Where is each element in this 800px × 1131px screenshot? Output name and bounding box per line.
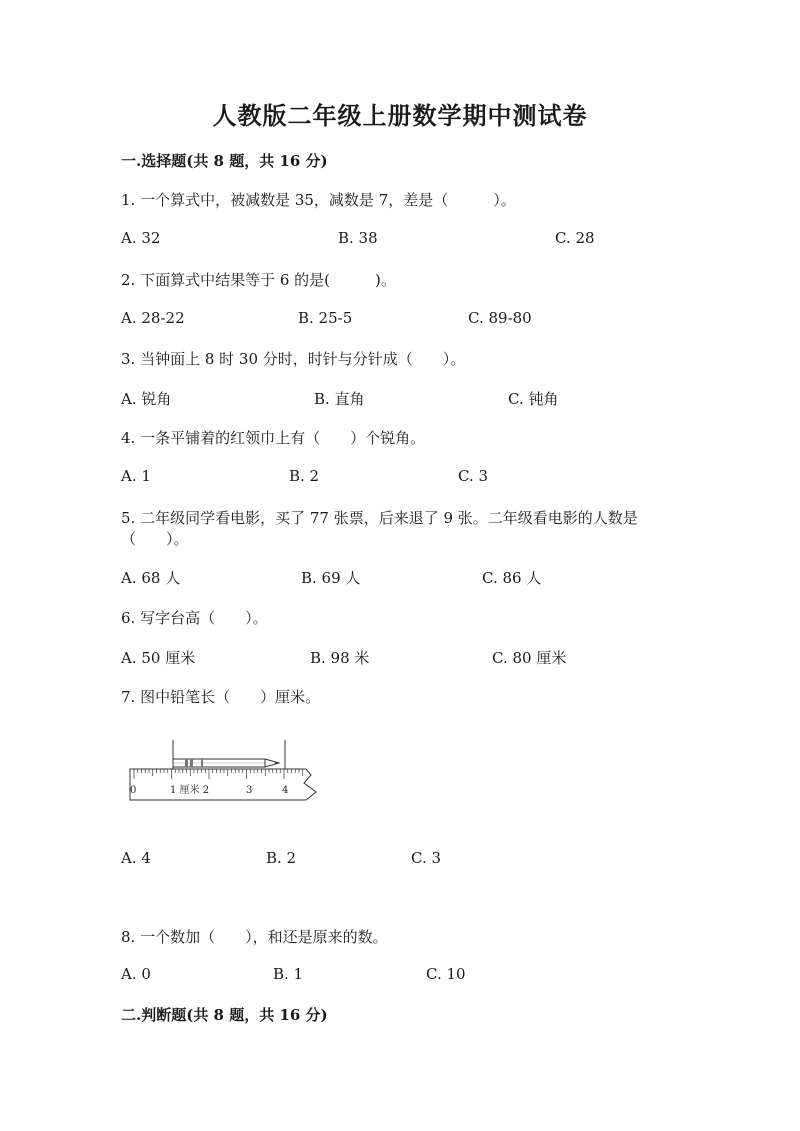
q4-option-c: C. 3: [458, 467, 489, 485]
question-3: 3. 当钟面上 8 时 30 分时，时针与分针成（ ）。: [121, 350, 466, 368]
q7-option-a: A. 4: [121, 849, 151, 867]
pencil-icon: [173, 759, 279, 767]
q7-option-b: B. 2: [266, 849, 297, 867]
q6-option-a: A. 50 厘米: [121, 649, 196, 667]
question-6: 6. 写字台高（ ）。: [121, 609, 268, 627]
question-8: 8. 一个数加（ ），和还是原来的数。: [121, 928, 388, 946]
q8-option-b: B. 1: [273, 965, 304, 983]
ruler-label-1-2: 1 厘米 2: [170, 785, 210, 796]
q5-option-b: B. 69 人: [301, 569, 361, 587]
q8-option-c: C. 10: [426, 965, 466, 983]
section-title-judgment: 二.判断题(共 8 题，共 16 分): [121, 1006, 328, 1024]
question-2: 2. 下面算式中结果等于 6 的是( )。: [121, 271, 396, 289]
q5-option-a: A. 68 人: [121, 569, 181, 587]
q7-option-c: C. 3: [411, 849, 442, 867]
q8-option-a: A. 0: [121, 965, 151, 983]
pencil-ruler-figure: [128, 738, 328, 808]
ruler-illustration: [128, 738, 328, 808]
q2-option-a: A. 28-22: [121, 309, 185, 327]
q3-option-c: C. 钝角: [508, 390, 559, 408]
question-1: 1. 一个算式中，被减数是 35，减数是 7，差是（ ）。: [121, 191, 516, 209]
page-title: 人教版二年级上册数学期中测试卷: [212, 101, 588, 130]
q6-option-c: C. 80 厘米: [492, 649, 567, 667]
q1-option-a: A. 32: [121, 229, 161, 247]
section-title-choice: 一.选择题(共 8 题，共 16 分): [121, 152, 328, 170]
question-7: 7. 图中铅笔长（ ）厘米。: [121, 688, 321, 706]
ruler-label-0: 0: [130, 785, 137, 796]
ruler-label-3: 3: [246, 785, 253, 796]
q4-option-b: B. 2: [289, 467, 320, 485]
q3-option-b: B. 直角: [314, 390, 365, 408]
q1-option-c: C. 28: [555, 229, 595, 247]
q3-option-a: A. 锐角: [121, 390, 172, 408]
q6-option-b: B. 98 米: [310, 649, 370, 667]
q2-option-c: C. 89-80: [468, 309, 532, 327]
q2-option-b: B. 25-5: [298, 309, 353, 327]
question-5: 5. 二年级同学看电影，买了 77 张票，后来退了 9 张。二年级看电影的人数是: [121, 509, 638, 527]
ruler-label-4: 4: [282, 785, 289, 796]
question-5-continuation: （ ）。: [121, 530, 189, 548]
q4-option-a: A. 1: [121, 467, 151, 485]
q1-option-b: B. 38: [338, 229, 378, 247]
question-4: 4. 一条平铺着的红领巾上有（ ）个锐角。: [121, 429, 426, 447]
q5-option-c: C. 86 人: [482, 569, 542, 587]
